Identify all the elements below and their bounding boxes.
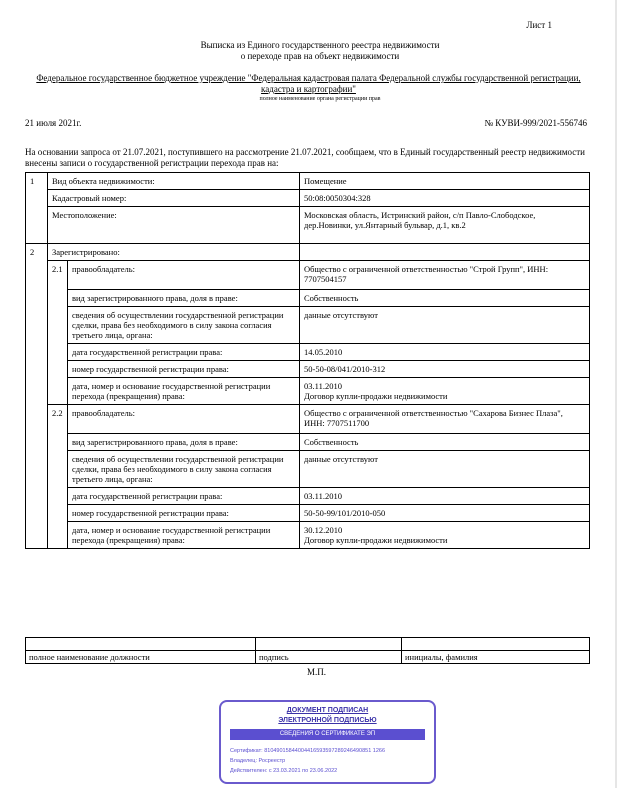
signature-caption-row: [26, 651, 590, 664]
registration-date-value: 14.05.2010: [300, 344, 590, 361]
table-row: [26, 505, 590, 522]
table-row: [26, 488, 590, 505]
holder-label: правообладатель:: [68, 405, 300, 434]
position-blank: [26, 638, 256, 651]
stamp-owner: Владелец: Росреестр: [230, 758, 286, 764]
registered-label: Зарегистрировано:: [48, 244, 300, 261]
registration-info-label: сведения об осуществлении государственной регистрации сделки, права без необходимого в силу закона согласия третьего лица, органа:: [68, 451, 300, 488]
right-number: 2.2: [48, 405, 68, 549]
right-kind-label: вид зарегистрированного права, доля в праве:: [68, 434, 300, 451]
transfer-basis-document: Договор купли-продажи недвижимости: [304, 535, 448, 545]
cadastral-label: Кадастровый номер:: [48, 190, 300, 207]
stamp-title-line-2: ЭЛЕКТРОННОЙ ПОДПИСЬЮ: [278, 717, 377, 724]
document-number: № КУВИ-999/2021-556746: [484, 118, 587, 128]
table-row: [26, 307, 590, 344]
table-row: [26, 344, 590, 361]
object-type-label: Вид объекта недвижимости:: [48, 173, 300, 190]
registration-info-value: данные отсутствуют: [300, 307, 590, 344]
table-row: [26, 244, 590, 261]
transfer-basis-document: Договор купли-продажи недвижимости: [304, 391, 448, 401]
initials-caption: инициалы, фамилия: [402, 651, 590, 664]
registration-number-label: номер государственной регистрации права:: [68, 361, 300, 378]
title-line-1: Выписка из Единого государственного реестра недвижимости: [200, 40, 440, 50]
registration-info-value: данные отсутствуют: [300, 451, 590, 488]
transfer-basis-date: 30.12.2010: [304, 525, 343, 535]
transfer-basis-date: 03.11.2010: [304, 381, 342, 391]
table-row: [26, 522, 590, 549]
holder-value: Общество с ограниченной ответственностью "Сахарова Бизнес Плаза", ИНН: 7707511700: [300, 405, 590, 434]
table-row: [26, 290, 590, 307]
intro-text: На основании запроса от 21.07.2021, поступившего на рассмотрение 21.07.2021, сообщаем, что в Единый государственный реестр недвижимости внесены записи о государственной регистрации перехода прав на:: [25, 147, 585, 168]
transfer-basis-value: [300, 522, 590, 549]
right-kind-value: Собственность: [300, 434, 590, 451]
holder-label: правообладатель:: [68, 261, 300, 290]
position-caption: полное наименование должности: [26, 651, 256, 664]
registration-date-label: дата государственной регистрации права:: [68, 488, 300, 505]
transfer-basis-value: [300, 378, 590, 405]
table-row: [26, 451, 590, 488]
signature-blank-row: [26, 638, 590, 651]
right-kind-value: Собственность: [300, 290, 590, 307]
organization-caption: полное наименование органа регистрации прав: [259, 96, 381, 102]
organization-name: Федеральное государственное бюджетное учреждение "Федеральная кадастровая палата Федеральной службы государственной регистрации, кадастра и картографии": [36, 73, 581, 94]
table-row: [26, 261, 590, 290]
table-row: [26, 190, 590, 207]
stamp-validity: Действителен: с 23.03.2021 по 23.06.2022: [230, 768, 338, 774]
section-number: 1: [26, 173, 48, 244]
object-type-value: Помещение: [300, 173, 590, 190]
seal-place: М.П.: [307, 667, 327, 677]
transfer-basis-label: дата, номер и основание государственной регистрации перехода (прекращения) права:: [68, 378, 300, 405]
registration-number-label: номер государственной регистрации права:: [68, 505, 300, 522]
table-row: [26, 434, 590, 451]
document-date: 21 июля 2021г.: [25, 118, 82, 128]
location-label: Местоположение:: [48, 207, 300, 244]
transfer-basis-label: дата, номер и основание государственной регистрации перехода (прекращения) права:: [68, 522, 300, 549]
registration-date-value: 03.11.2010: [300, 488, 590, 505]
registration-number-value: 50-50-08/041/2010-312: [300, 361, 590, 378]
registration-number-value: 50-50-99/101/2010-050: [300, 505, 590, 522]
table-row: [26, 173, 590, 190]
section-number: 2: [26, 244, 48, 549]
stamp-title-line-1: ДОКУМЕНТ ПОДПИСАН: [286, 707, 369, 714]
title-line-2: о переходе прав на объект недвижимости: [240, 51, 400, 61]
sheet-number: Лист 1: [526, 20, 552, 30]
table-row: [26, 378, 590, 405]
property-table: [25, 172, 590, 549]
table-row: [26, 405, 590, 434]
table-row: [26, 361, 590, 378]
registration-info-label: сведения об осуществлении государственной регистрации сделки, права без необходимого в силу закона согласия третьего лица, органа:: [68, 307, 300, 344]
initials-blank: [402, 638, 590, 651]
stamp-certificate-bar: СВЕДЕНИЯ О СЕРТИФИКАТЕ ЭП: [230, 729, 425, 740]
holder-value: Общество с ограниченной ответственностью "Строй Групп", ИНН: 7707504157: [300, 261, 590, 290]
cadastral-value: 50:08:0050304:328: [300, 190, 590, 207]
signature-blank: [256, 638, 402, 651]
registration-date-label: дата государственной регистрации права:: [68, 344, 300, 361]
document-title: [150, 40, 490, 62]
electronic-signature-stamp: [219, 700, 436, 784]
signature-table: [25, 637, 590, 664]
right-number: 2.1: [48, 261, 68, 405]
location-value: Московская область, Истринский район, с/п Павло-Слободское, дер.Новинки, ул.Янтарный бульвар, д.1, кв.2: [300, 207, 590, 244]
signature-caption: подпись: [256, 651, 402, 664]
registered-value: [300, 244, 590, 261]
table-row: [26, 207, 590, 244]
right-kind-label: вид зарегистрированного права, доля в праве:: [68, 290, 300, 307]
stamp-certificate: Сертификат: 81049015844004416593597289246490851 1266: [230, 748, 386, 754]
